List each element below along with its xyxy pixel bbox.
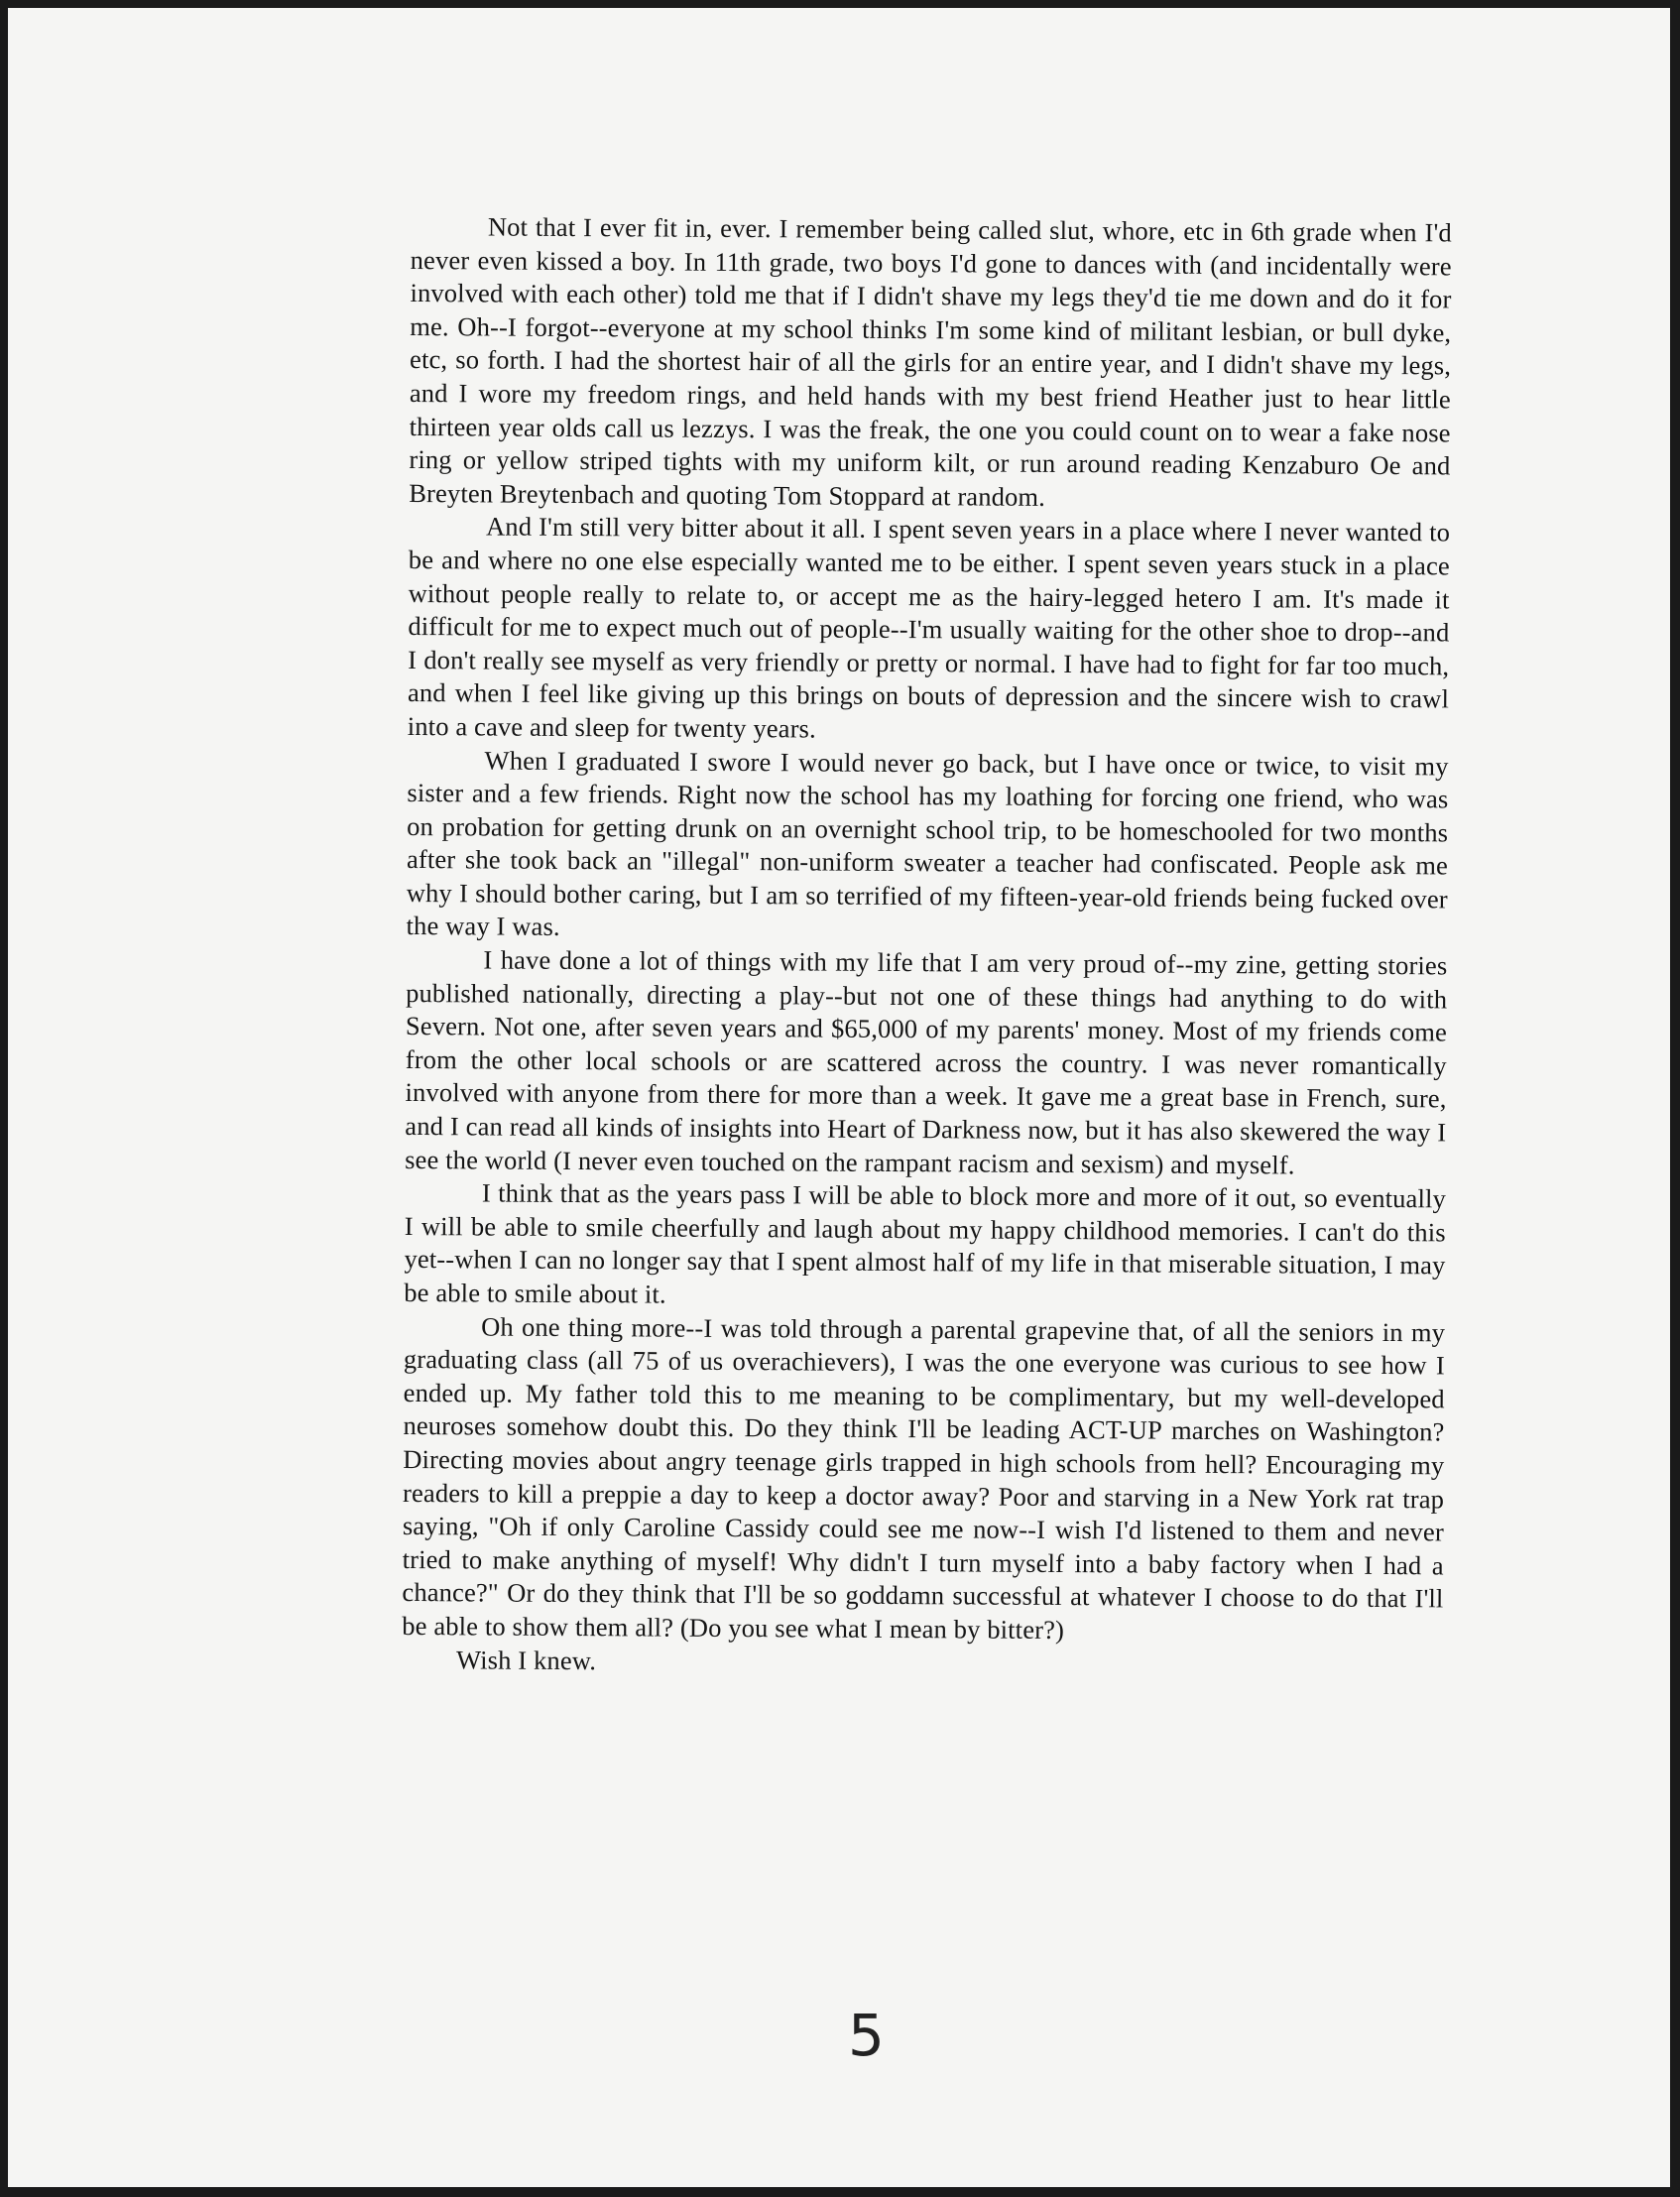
paragraph: And I'm still very bitter about it all. I spent seven years in a place where I never wanted to be and where no one else especially wanted me to be either. I spent seven years stuck in a place without people really to relate to, or accept me as the hairy-legged hetero I am. It's made it difficult for me to expect much out of people--I'm usually waiting for the other shoe to drop--and I don't really see myself as very friendly or pretty or normal. I have had to fight for far too much, and when I feel like giving up this brings on bouts of depression and the sincere wish to crawl into a cave and sleep for twenty years. (407, 511, 1451, 744)
scan-border-right (1670, 0, 1680, 2197)
paragraph: I think that as the years pass I will be able to block more and more of it out, so eventually I will be able to smile cheerfully and laugh about my happy childhood memories. I can't do this yet--when I can no longer say that I spent almost half of my life in that miserable situation, I may be able to smile about it. (404, 1177, 1447, 1309)
paragraph: Not that I ever fit in, ever. I remember being called slut, whore, etc in 6th grade when I'd never even kissed a boy. In 11th grade, two boys I'd gone to dances with (and incidentally were involved with each other) told me that if I didn't shave my legs they'd tie me down and do it for me. Oh--I forgot--everyone at my school thinks I'm some kind of militant lesbian, or bull dyke, etc, so forth. I had the shortest hair of all the girls for an entire year, and I didn't shave my legs, and I wore my freedom rings, and held hands with my best friend Heather just to hear little thirteen year olds call us lezzys. I was the freak, the one you could count on to wear a fake nose ring or yellow striped tights with my uniform kilt, or run around reading Kenzaburo Oe and Breyten Breytenbach and quoting Tom Stoppard at random. (409, 211, 1452, 512)
scan-border-bottom (0, 2187, 1680, 2197)
scan-border-left (0, 0, 8, 2197)
paragraph: I have done a lot of things with my life that I am very proud of--my zine, getting stories published nationally, directing a play--but not one of these things had anything to do with Severn. Not one, after seven years and $65,000 of my parents' money. Most of my friends come from the other local schools or are scattered across the country. I was never romantically involved with anyone from there for more than a week. It gave me a great base in French, sure, and I can read all kinds of insights into Heart of Darkness now, but it has also skewered the way I see the world (I never even touched on the rampant racism and sexism) and myself. (405, 944, 1448, 1180)
paragraph: Wish I knew. (455, 1644, 597, 1675)
page-number: 5 (848, 2002, 885, 2069)
paragraph: Oh one thing more--I was told through a parental grapevine that, of all the seniors in my graduating class (all 75 of us overachievers), I was the one everyone was curious to see how I ended up. My father told this to me meaning to be complimentary, but my well-developed neuroses somehow doubt this. Do they think I'll be leading ACT-UP marches on Washington? Directing movies about angry teenage girls trapped in high schools from hell? Encouraging my readers to kill a preppie a day to keep a doctor away? Poor and starving in a New York rat trap saying, "Oh if only Caroline Cassidy could see me now--I wish I'd listened to them and never tried to make anything of myself! Why didn't I turn myself into a baby factory when I had a chance?" Or do they think that I'll be so goddamn successful at whatever I choose to do that I'll be able to show them all? (Do you see what I mean by bitter?) (402, 1311, 1446, 1645)
scan-border-top (0, 0, 1680, 8)
paragraph: When I graduated I swore I would never go back, but I have once or twice, to visit my sister and a few friends. Right now the school has my loathing for forcing one friend, who was on probation for getting drunk on an overnight school trip, to be homeschooled for two months after she took back an "illegal" non-uniform sweater a teacher had confiscated. People ask me why I should bother caring, but I am so terrified of my fifteen-year-old friends being fucked over the way I was. (406, 744, 1449, 942)
essay-body (402, 210, 1452, 1683)
